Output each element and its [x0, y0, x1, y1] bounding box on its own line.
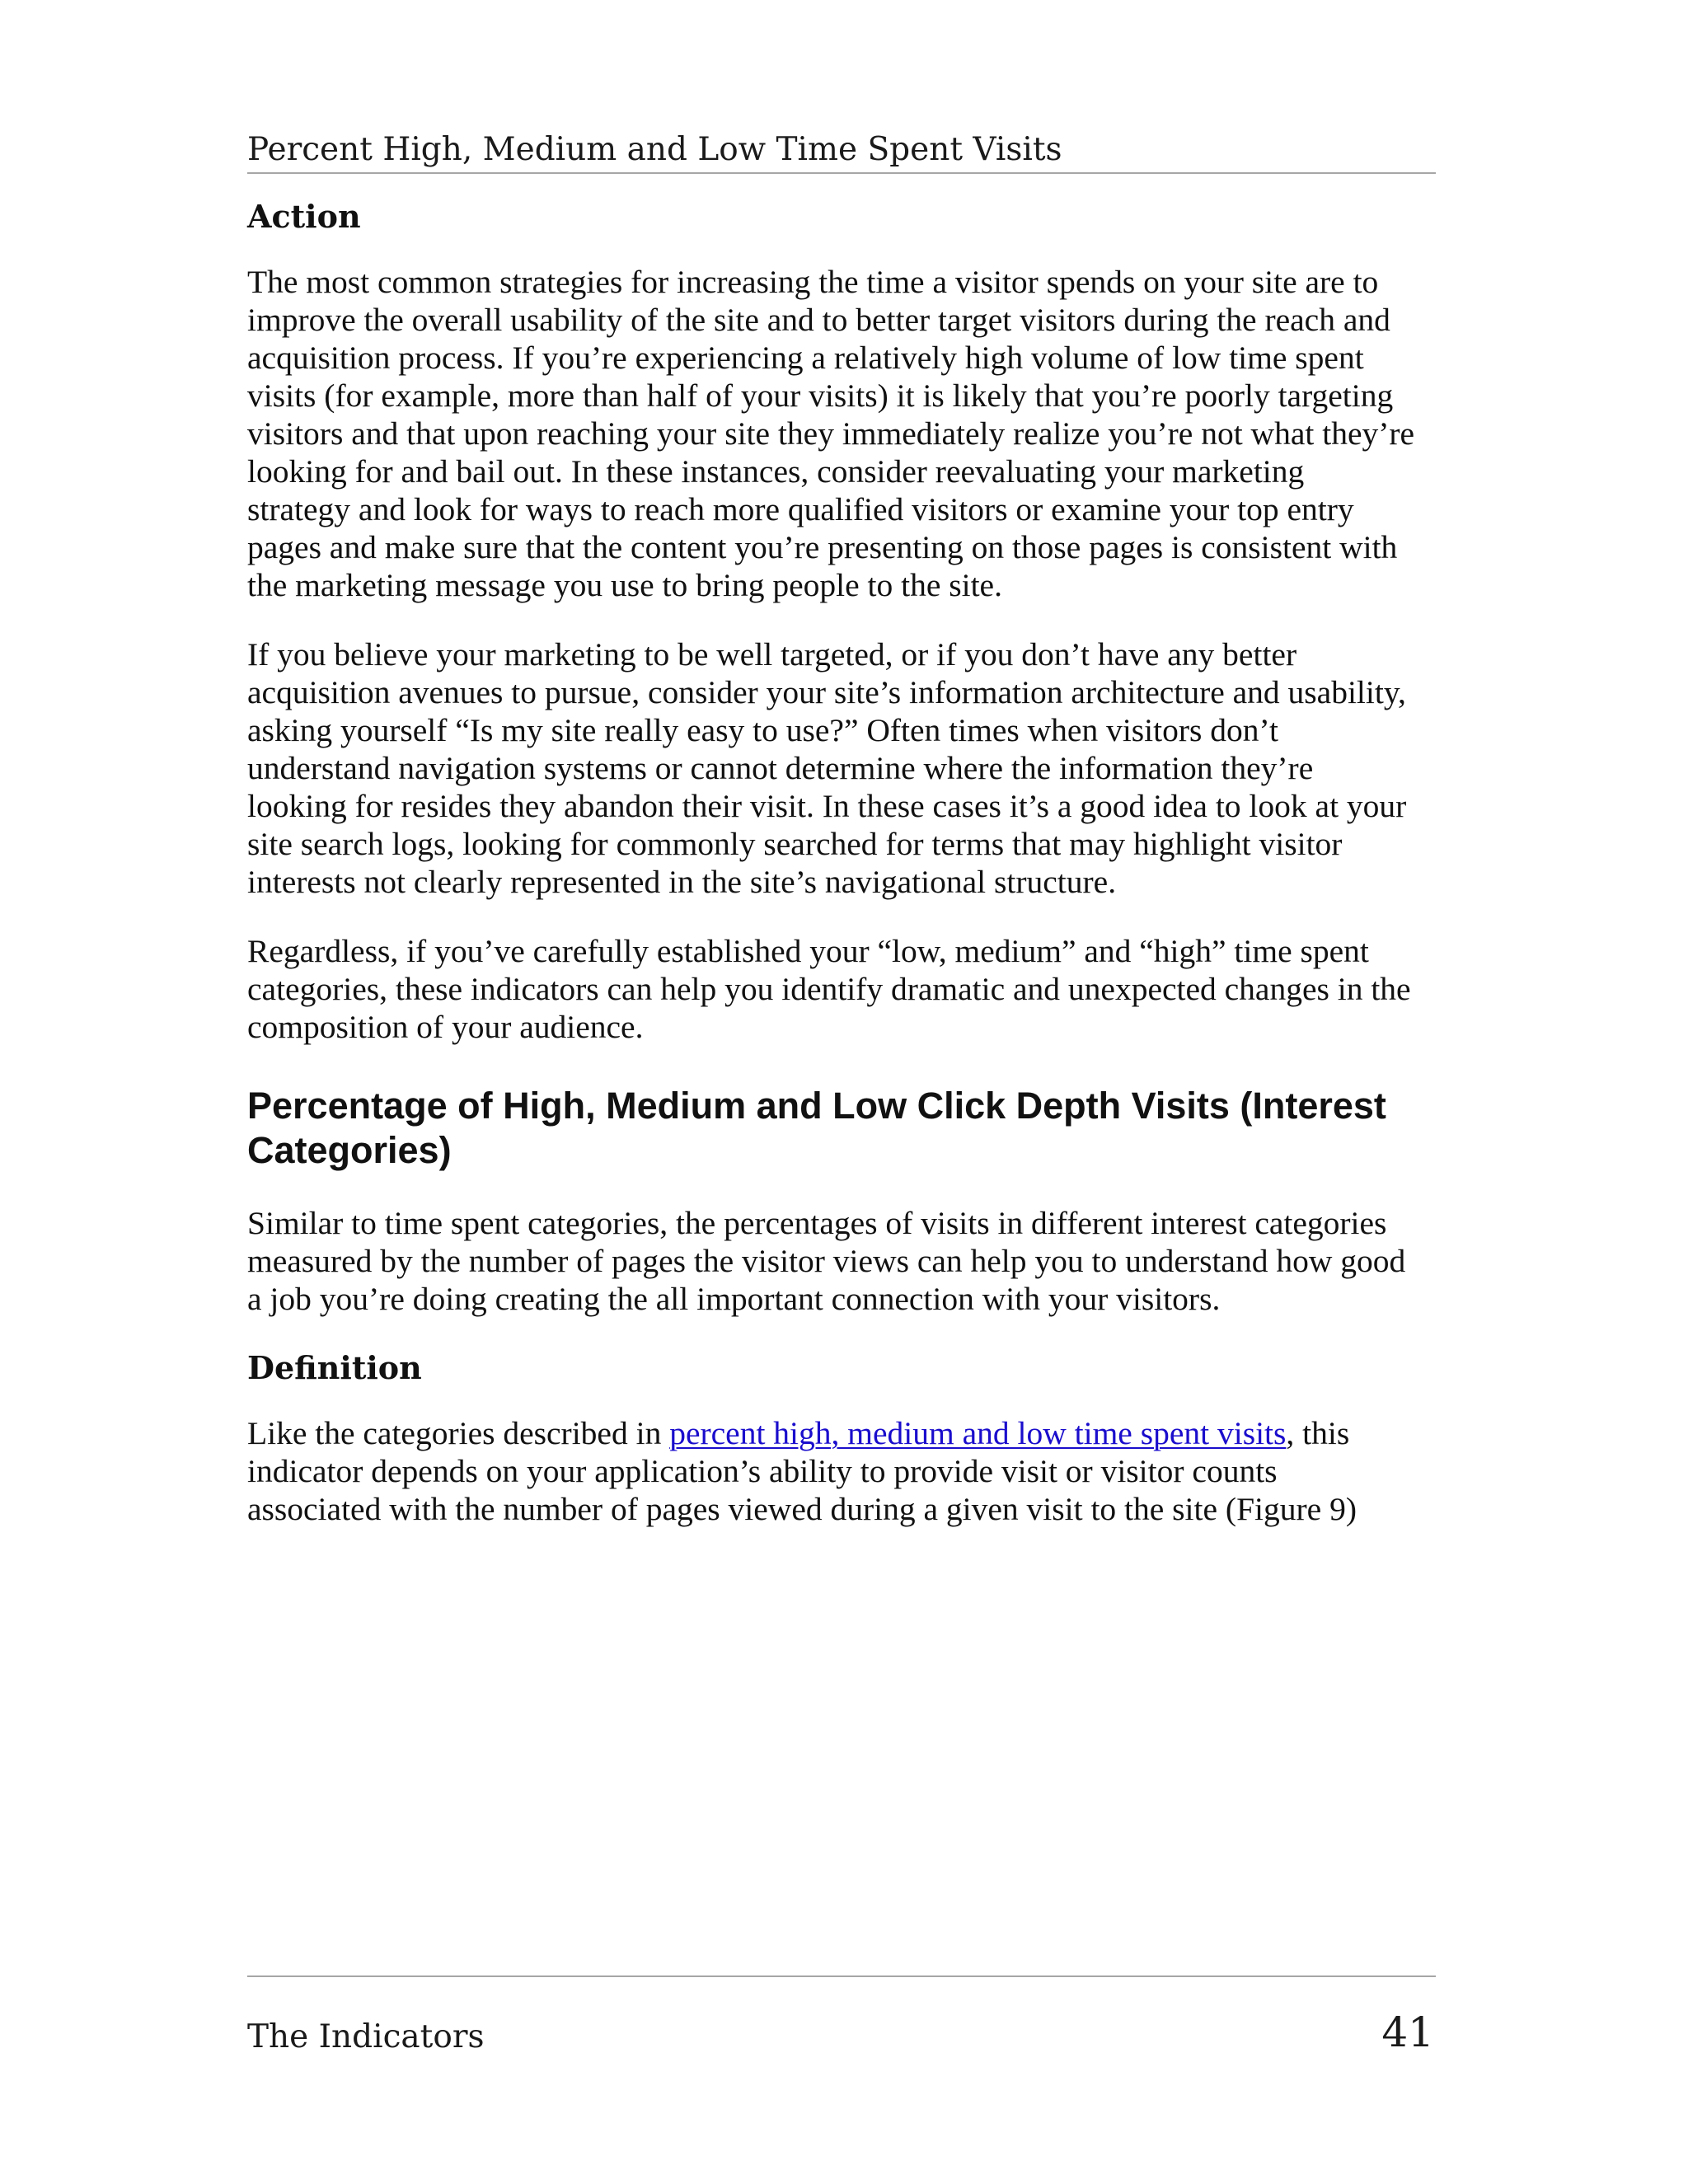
footer-rule [247, 1975, 1436, 1977]
text-line: composition of your audience. [247, 1009, 644, 1045]
heading-line: Categories) [247, 1129, 452, 1171]
text-line: associated with the number of pages viewed during a given visit to the site (Figure 9) [247, 1491, 1357, 1527]
heading-line: Percentage of High, Medium and Low Click Depth Visits (Interest [247, 1085, 1386, 1127]
text-line [247, 1414, 1442, 1452]
text-line: categories, these indicators can help you identify dramatic and unexpected changes in the [247, 971, 1411, 1007]
text-line: acquisition avenues to pursue, consider your site’s information architecture and usability, [247, 674, 1406, 710]
text-before-link: Like the categories described in [247, 1415, 670, 1451]
click-depth-paragraph [247, 1204, 1442, 1318]
definition-paragraph [247, 1414, 1442, 1528]
text-line: looking for resides they abandon their visit. In these cases it’s a good idea to look at your [247, 788, 1407, 824]
text-line: site search logs, looking for commonly searched for terms that may highlight visitor [247, 826, 1343, 862]
action-paragraph-2 [247, 635, 1442, 901]
action-paragraph-3 [247, 932, 1442, 1046]
text-line: looking for and bail out. In these instances, consider reevaluating your marketing [247, 453, 1305, 490]
definition-heading: Definition [247, 1349, 422, 1386]
text-line: understand navigation systems or cannot determine where the information they’re [247, 750, 1314, 786]
click-depth-heading [247, 1084, 1442, 1173]
text-line: If you believe your marketing to be well targeted, or if you don’t have any better [247, 636, 1297, 673]
footer-title: The Indicators [247, 2018, 485, 2055]
text-line: The most common strategies for increasing the time a visitor spends on your site are to [247, 264, 1379, 300]
action-paragraph-1 [247, 263, 1442, 604]
text-line: asking yourself “Is my site really easy to use?” Often times when visitors don’t [247, 712, 1278, 748]
time-spent-visits-link[interactable]: percent high, medium and low time spent visits [669, 1415, 1287, 1451]
text-line: interests not clearly represented in the site’s navigational structure. [247, 864, 1117, 900]
text-line: pages and make sure that the content you’re presenting on those pages is consistent with [247, 529, 1398, 565]
text-line: acquisition process. If you’re experiencing a relatively high volume of low time spent [247, 340, 1364, 376]
page-number: 41 [1381, 2008, 1434, 2056]
text-line: a job you’re doing creating the all important connection with your visitors. [247, 1281, 1221, 1317]
text-line: indicator depends on your application’s ability to provide visit or visitor counts [247, 1453, 1278, 1489]
action-heading: Action [247, 198, 361, 235]
text-line: improve the overall usability of the site and to better target visitors during the reach and [247, 302, 1390, 338]
text-line: Regardless, if you’ve carefully established your “low, medium” and “high” time spent [247, 933, 1369, 969]
header-rule [247, 172, 1436, 174]
text-line: measured by the number of pages the visitor views can help you to understand how good [247, 1243, 1406, 1279]
text-after-link: , this [1286, 1415, 1350, 1451]
running-header: Percent High, Medium and Low Time Spent Visits [247, 131, 1062, 168]
text-line: the marketing message you use to bring people to the site. [247, 567, 1002, 603]
text-line: strategy and look for ways to reach more qualified visitors or examine your top entry [247, 491, 1354, 527]
text-line: Similar to time spent categories, the percentages of visits in different interest categories [247, 1205, 1387, 1241]
page-content [247, 191, 1442, 1528]
text-line: visitors and that upon reaching your site they immediately realize you’re not what they’re [247, 415, 1415, 452]
text-line: visits (for example, more than half of your visits) it is likely that you’re poorly targeting [247, 377, 1394, 414]
